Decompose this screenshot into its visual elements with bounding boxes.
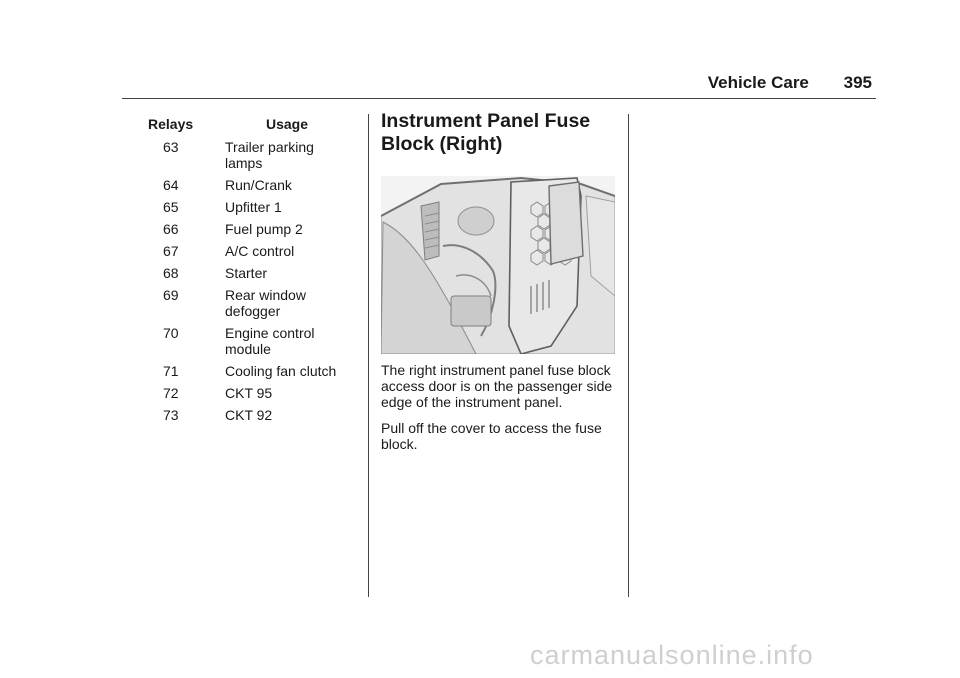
page-header: [708, 73, 872, 93]
header-rule: [122, 98, 876, 99]
relay-usage: Engine control module: [225, 325, 315, 357]
relay-usage: Trailer parking lamps: [225, 139, 314, 171]
page-number: 395: [843, 73, 872, 92]
relay-usage: Upfitter 1: [225, 199, 282, 215]
relay-number: 73: [163, 407, 179, 423]
watermark: carmanualsonline.info: [530, 640, 814, 670]
table-row: [140, 407, 355, 423]
column-divider-right: [628, 114, 629, 597]
fuse-block-section: [381, 110, 617, 452]
relay-table-header: [140, 116, 355, 132]
relay-number: 67: [163, 243, 179, 259]
relay-usage: Starter: [225, 265, 268, 281]
relay-usage: Cooling fan clutch: [225, 363, 337, 379]
header-usage: Usage: [266, 116, 309, 132]
relay-usage: CKT 95: [225, 385, 273, 401]
relay-number: 65: [163, 199, 179, 215]
relay-table: [140, 116, 355, 429]
relay-usage: CKT 92: [225, 407, 273, 423]
relay-number: 70: [163, 325, 179, 341]
table-row: [140, 199, 355, 215]
relay-usage: A/C control: [225, 243, 295, 259]
relay-number: 69: [163, 287, 179, 303]
section-title: Instrument Panel Fuse Block (Right): [381, 110, 591, 155]
fuse-block-illustration: [381, 176, 615, 354]
header-section-title: Vehicle Care: [707, 73, 809, 92]
relay-number: 68: [163, 265, 179, 281]
table-row: [140, 385, 355, 401]
paragraph-access: Pull off the cover to access the fuse block.: [381, 420, 602, 452]
relay-number: 63: [163, 139, 179, 155]
relay-number: 66: [163, 221, 179, 237]
table-row: [140, 243, 355, 259]
relay-number: 72: [163, 385, 179, 401]
column-divider-left: [368, 114, 369, 597]
relay-usage: Rear window defogger: [225, 287, 306, 319]
paragraph-location: The right instrument panel fuse block access door is on the passenger side edge of the instrument panel.: [381, 362, 613, 410]
table-row: [140, 139, 355, 171]
relay-usage: Run/Crank: [225, 177, 292, 193]
table-row: [140, 287, 355, 319]
relay-usage: Fuel pump 2: [225, 221, 303, 237]
relay-number: 71: [163, 363, 179, 379]
table-row: [140, 177, 355, 193]
header-relays: Relays: [148, 116, 194, 132]
relay-number: 64: [163, 177, 179, 193]
table-row: [140, 325, 355, 357]
table-row: [140, 265, 355, 281]
table-row: [140, 363, 355, 379]
table-row: [140, 221, 355, 237]
